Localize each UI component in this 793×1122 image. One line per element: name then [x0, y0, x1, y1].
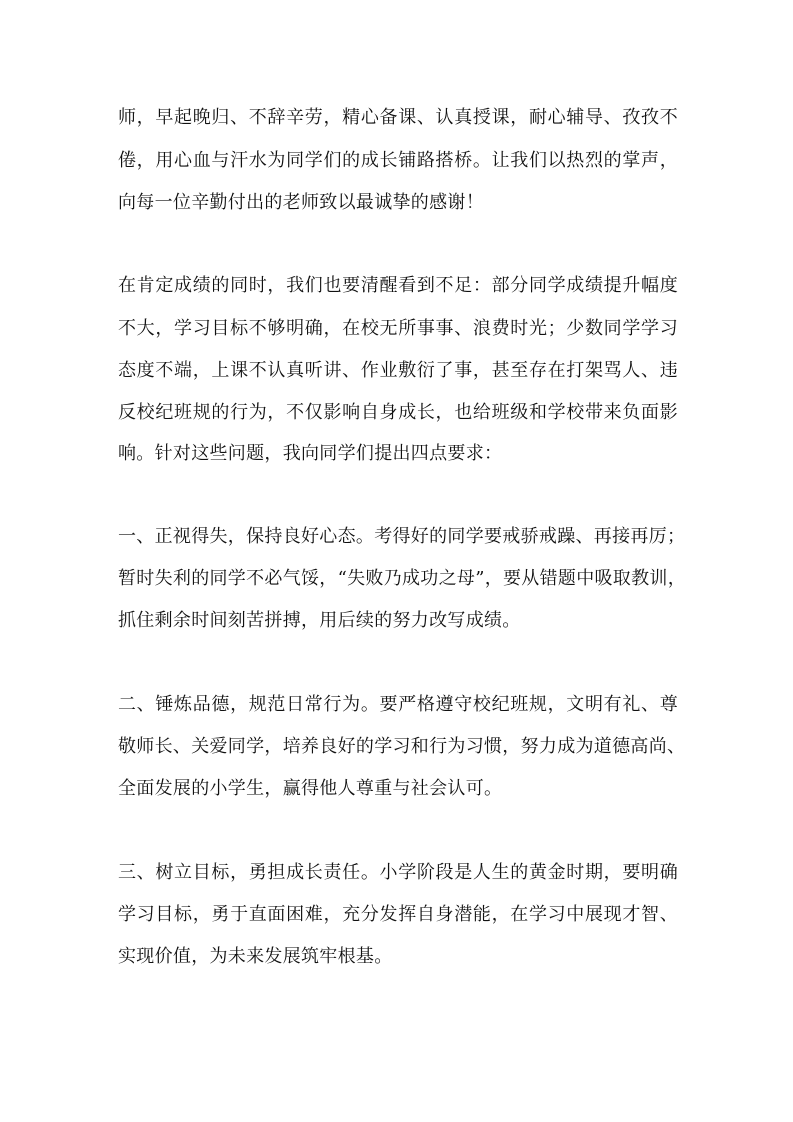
- requirement-2-line-1: 二、锤炼品德，规范日常行为。要严格遵守校纪班规，文明有礼、尊: [118, 694, 678, 715]
- requirement-1-line-2: 暂时失利的同学不必气馁，“失败乃成功之母”，要从错题中吸取教训，: [118, 568, 687, 589]
- paragraph-shortcomings-line-2: 不大，学习目标不够明确，在校无所事事、浪费时光；少数同学学习: [118, 318, 678, 339]
- paragraph-thanks-line-2: 倦，用心血与汗水为同学们的成长铺路搭桥。让我们以热烈的掌声，: [118, 150, 678, 171]
- paragraph-thanks-line-1: 师，早起晚归、不辞辛劳，精心备课、认真授课，耐心辅导、孜孜不: [118, 107, 678, 128]
- requirement-3-line-3: 实现价值，为未来发展筑牢根基。: [118, 946, 393, 967]
- requirement-2-line-2: 敬师长、关爱同学，培养良好的学习和行为习惯，努力成为道德高尚、: [118, 736, 686, 757]
- requirement-3-line-1: 三、树立目标，勇担成长责任。小学阶段是人生的黄金时期，要明确: [118, 862, 678, 883]
- paragraph-shortcomings-line-1: 在肯定成绩的同时，我们也要清醒看到不足：部分同学成绩提升幅度: [118, 275, 678, 296]
- requirement-1-line-1: 一、正视得失，保持良好心态。考得好的同学要戒骄戒躁、再接再厉；: [118, 526, 686, 547]
- requirement-3-line-2: 学习目标，勇于直面困难，充分发挥自身潜能，在学习中展现才智、: [118, 904, 678, 925]
- requirement-2-line-3: 全面发展的小学生，赢得他人尊重与社会认可。: [118, 778, 503, 799]
- paragraph-shortcomings-line-3: 态度不端，上课不认真听讲、作业敷衍了事，甚至存在打架骂人、违: [118, 360, 678, 381]
- paragraph-shortcomings-line-5: 响。针对这些问题，我向同学们提出四点要求：: [118, 443, 503, 464]
- requirement-1-line-3: 抓住剩余时间刻苦拼搏，用后续的努力改写成绩。: [118, 610, 521, 631]
- paragraph-shortcomings-line-4: 反校纪班规的行为，不仅影响自身成长，也给班级和学校带来负面影: [118, 402, 678, 423]
- paragraph-thanks-line-3: 向每一位辛勤付出的老师致以最诚挚的感谢！: [118, 192, 484, 213]
